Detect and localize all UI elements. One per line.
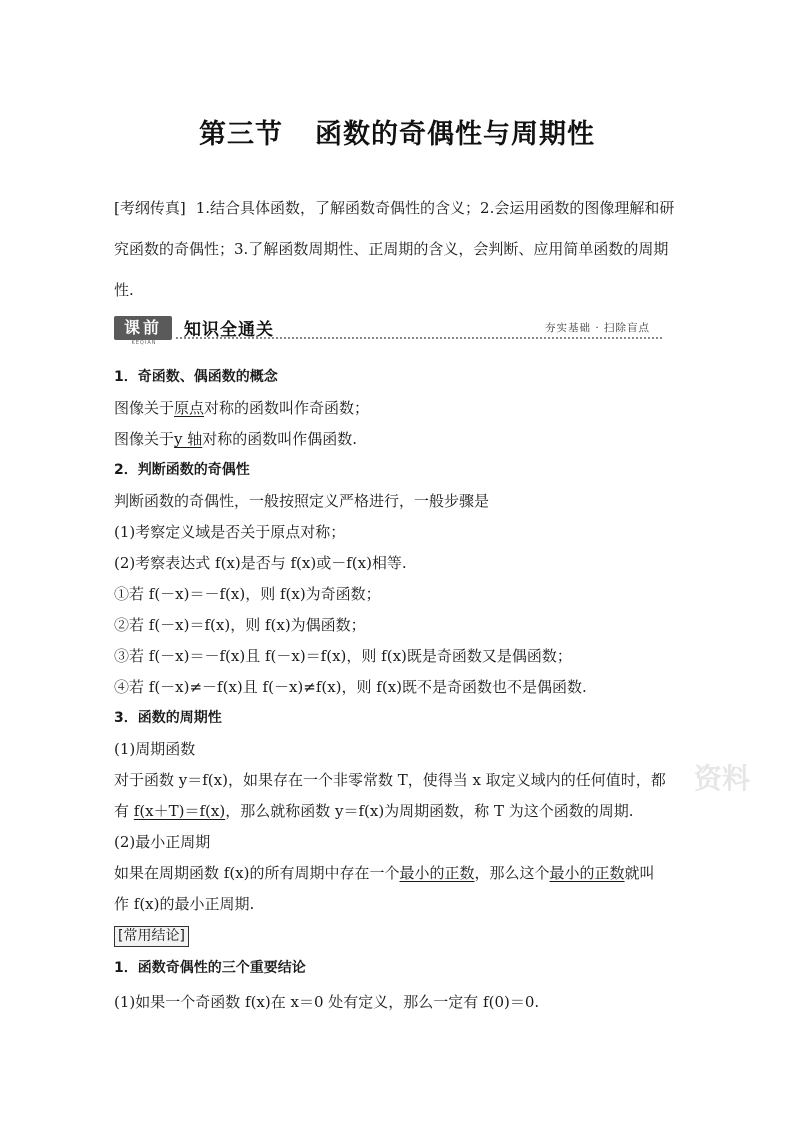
page-title — [0, 112, 794, 151]
text-line — [114, 424, 684, 455]
syllabus-tag: [考纲传真] — [114, 199, 186, 217]
common-conclusions-tag-row — [114, 920, 684, 951]
syllabus-paragraph — [114, 188, 682, 311]
text-line: ②若 f(－x)＝f(x)，则 f(x)为偶函数； — [114, 616, 366, 634]
underlined-term: 最小的正数 — [549, 864, 625, 882]
text-line — [114, 393, 684, 424]
title-topic: 函数的奇偶性与周期性 — [315, 119, 595, 150]
text-span: 如果在周期函数 f(x)的所有周期中存在一个 — [114, 864, 400, 882]
text-span: 就叫 — [624, 864, 655, 882]
text-line: ①若 f(－x)＝－f(x)，则 f(x)为奇函数； — [114, 585, 381, 603]
text-line — [114, 858, 684, 889]
text-line — [114, 796, 684, 827]
heading-three-conclusions: 1．函数奇偶性的三个重要结论 — [114, 960, 306, 976]
text-span: 对称的函数叫作奇函数； — [204, 399, 370, 417]
text-span: ，那么就称函数 y＝f(x)为周期函数，称 T 为这个函数的周期. — [225, 802, 634, 820]
text-line: (1)考察定义域是否关于原点对称； — [114, 523, 346, 541]
banner-dotted-rule — [176, 337, 662, 339]
underlined-term: 最小的正数 — [399, 864, 475, 882]
section-banner — [114, 315, 662, 345]
syllabus-text: 1.结合具体函数，了解函数奇偶性的含义；2.会运用函数的图像理解和研究函数的奇偶性；3.了解函数周期性、正周期的含义，会判断、应用简单函数的周期性. — [114, 199, 675, 299]
text-line: 对于函数 y＝f(x)，如果存在一个非零常数 T，使得当 x 取定义域内的任何值时，都 — [114, 771, 666, 789]
text-line: ③若 f(－x)＝－f(x)且 f(－x)＝f(x)，则 f(x)既是奇函数又是偶函数； — [114, 647, 572, 665]
heading-odd-even-concept: 1．奇函数、偶函数的概念 — [114, 369, 278, 385]
watermark: 资料 — [694, 762, 751, 795]
section-motto: 夯实基础 · 扫除盲点 — [544, 322, 650, 334]
text-line: 判断函数的奇偶性，一般按照定义严格进行，一般步骤是 — [114, 492, 490, 510]
underlined-term: f(x＋T)＝f(x) — [133, 802, 226, 820]
text-line: 作 f(x)的最小正周期. — [114, 895, 255, 913]
text-span: 图像关于 — [114, 430, 175, 448]
text-span: 对称的函数叫作偶函数. — [202, 430, 358, 448]
underlined-term: 原点 — [174, 399, 205, 417]
text-span: ，那么这个 — [474, 864, 550, 882]
text-line: (1)如果一个奇函数 f(x)在 x＝0 处有定义，那么一定有 f(0)＝0. — [114, 993, 540, 1011]
heading-periodicity: 3．函数的周期性 — [114, 710, 222, 726]
text-line: ④若 f(－x)≠－f(x)且 f(－x)≠f(x)，则 f(x)既不是奇函数也不是偶函数. — [114, 678, 587, 696]
common-conclusions-tag: [常用结论] — [114, 926, 189, 947]
subheading-periodic-function: (1)周期函数 — [114, 740, 196, 758]
heading-parity-judgement: 2．判断函数的奇偶性 — [114, 462, 250, 478]
text-span: 有 — [114, 802, 134, 820]
section-badge: 课前 — [114, 316, 172, 340]
subheading-min-period: (2)最小正周期 — [114, 833, 211, 851]
section-heading: 知识全通关 — [184, 320, 274, 340]
content-body — [114, 362, 684, 1019]
title-section-number: 第三节 — [199, 119, 283, 150]
underlined-term: y 轴 — [174, 430, 203, 448]
text-span: 图像关于 — [114, 399, 175, 417]
section-badge-pinyin: KEQIAN — [131, 340, 157, 346]
text-line: (2)考察表达式 f(x)是否与 f(x)或－f(x)相等. — [114, 554, 407, 572]
